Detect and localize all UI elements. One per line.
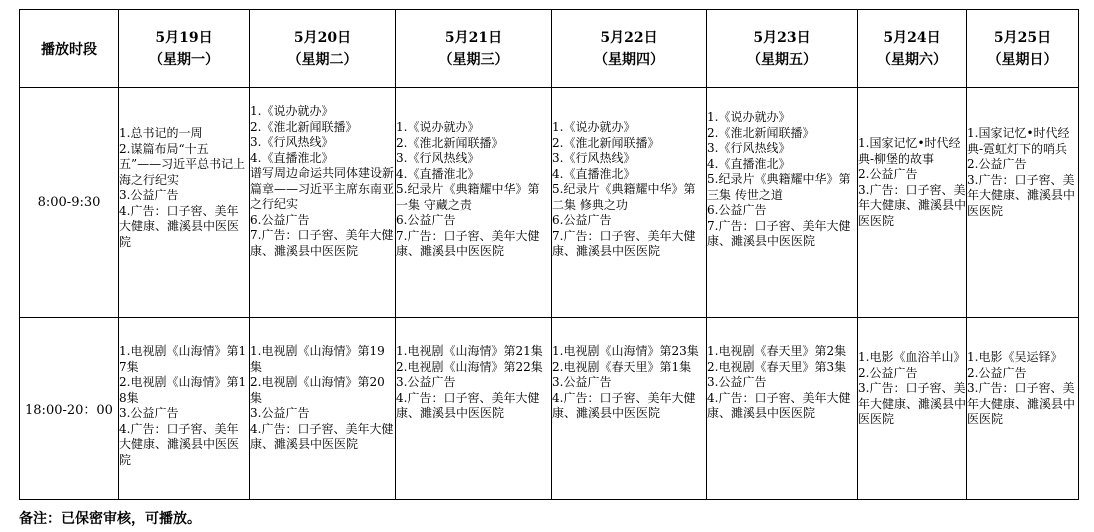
program-item: 1.国家记忆•时代经典-柳堡的故事 (858, 136, 961, 166)
program-cell (707, 88, 858, 318)
program-item: 2.公益广告 (858, 365, 918, 380)
program-item: 3.公益广告 (119, 188, 179, 202)
program-item: 1.《说办就办》 (396, 120, 480, 134)
program-item: 2.《淮北新闻联播》 (552, 135, 660, 150)
program-item: 3.公益广告 (396, 375, 456, 389)
evening-row (20, 318, 1079, 500)
program-item: 1.电视剧《山海情》第23集 (552, 344, 699, 358)
program-item: 1.电影《血浴羊山》 (858, 350, 966, 364)
program-cell (119, 88, 250, 318)
day-header-2: 5月21日 （星期三） (396, 10, 552, 88)
program-cell (250, 88, 396, 318)
program-item: 3.广告：口子窖、美年大健康、濉溪县中医医院 (967, 381, 1076, 426)
program-cell (552, 318, 707, 500)
program-item: 1.电视剧《山海情》第19集 (250, 344, 385, 374)
program-cell (967, 318, 1079, 500)
program-item: 4.广告：口子窖、美年大健康、濉溪县中医医院 (250, 421, 394, 451)
program-item: 4.《直播淮北》 (552, 166, 636, 181)
program-item: 5.纪录片《典籍耀中华》第三集 传世之道 (707, 172, 851, 202)
program-item: 2.电视剧《山海情》第18集 (119, 375, 247, 405)
program-item: 4.广告：口子窖、美年大健康、濉溪县中医医院 (552, 390, 696, 420)
program-item: 2.谋篇布局“十五五”——习近平总书记上海之行纪实 (119, 141, 246, 187)
program-item: 3.《行风热线》 (396, 151, 480, 165)
program-item: 4.广告：口子窖、美年大健康、濉溪县中医医院 (119, 203, 240, 249)
program-item: 6.公益广告 (396, 213, 456, 227)
program-item: 4.广告：口子窖、美年大健康、濉溪县中医医院 (707, 390, 851, 420)
program-item: 3.广告：口子窖、美年大健康、濉溪县中医医院 (858, 381, 967, 426)
day-header-4: 5月23日 （星期五） (707, 10, 858, 88)
program-item: 6.公益广告 (250, 212, 310, 227)
program-item: 3.《行风热线》 (250, 135, 334, 149)
program-item: 2.电视剧《山海情》第20集 (250, 375, 385, 405)
program-item: 5.纪录片《典籍耀中华》第二集 修典之功 (552, 182, 696, 212)
program-item: 2.《淮北新闻联播》 (707, 125, 815, 140)
program-item: 2.《淮北新闻联播》 (250, 119, 358, 134)
program-item: 6.公益广告 (552, 213, 612, 227)
program-item: 4.广告：口子窖、美年大健康、濉溪县中医医院 (396, 390, 540, 420)
program-item: 1.《说办就办》 (707, 110, 791, 124)
day-header-5: 5月24日 （星期六） (858, 10, 967, 88)
program-item: 2.公益广告 (858, 167, 918, 181)
header-row (20, 10, 1079, 88)
program-item: 2.公益广告 (967, 365, 1027, 380)
broadcast-schedule-table (19, 9, 1079, 500)
time-slot: 18:00-20：00 (20, 318, 119, 500)
program-item: 7.广告：口子窖、美年大健康、濉溪县中医医院 (707, 218, 851, 248)
program-cell (967, 88, 1079, 318)
program-item: 1.电视剧《山海情》第17集 (119, 344, 247, 374)
program-item: 2.《淮北新闻联播》 (396, 135, 504, 150)
program-item: 4.《直播淮北》 (707, 156, 791, 171)
program-item: 2.电视剧《春天里》第3集 (707, 359, 847, 374)
program-item: 4.广告：口子窖、美年大健康、濉溪县中医医院 (119, 421, 240, 467)
program-item: 7.广告：口子窖、美年大健康、濉溪县中医医院 (396, 228, 540, 258)
program-cell (250, 318, 396, 500)
program-cell (858, 318, 967, 500)
day-header-0: 5月19日 （星期一） (119, 10, 250, 88)
day-header-6: 5月25日 （星期日） (967, 10, 1079, 88)
program-item: 3.《行风热线》 (552, 151, 636, 165)
program-item: 3.公益广告 (119, 406, 179, 420)
program-item: 4.《直播淮北》 (250, 150, 334, 165)
program-item: 1.电影《吴运铎》 (967, 350, 1063, 364)
program-item: 2.电视剧《山海情》第22集 (396, 359, 543, 374)
program-item: 2.公益广告 (967, 157, 1027, 171)
program-cell (552, 88, 707, 318)
slot-header: 播放时段 (20, 10, 119, 88)
program-item: 谱写周边命运共同体建设新篇章——习近平主席东南亚之行纪实 (250, 166, 395, 211)
program-item: 6.公益广告 (707, 203, 767, 217)
program-item: 4.《直播淮北》 (396, 166, 480, 181)
day-header-1: 5月20日 （星期二） (250, 10, 396, 88)
program-item: 3.广告：口子窖、美年大健康、濉溪县中医医院 (967, 172, 1076, 218)
program-item: 5.纪录片《典籍耀中华》第一集 守藏之责 (396, 182, 540, 212)
program-cell (119, 318, 250, 500)
program-item: 3.广告：口子窖、美年大健康、濉溪县中医医院 (858, 182, 967, 228)
program-item: 1.国家记忆•时代经典-霓虹灯下的哨兵 (967, 126, 1070, 156)
day-header-3: 5月22日 （星期四） (552, 10, 707, 88)
footnote: 备注：已保密审核，可播放。 (19, 511, 201, 527)
program-item: 1.电视剧《春天里》第2集 (707, 344, 847, 358)
program-cell (707, 318, 858, 500)
program-item: 3.公益广告 (552, 375, 612, 389)
program-item: 1.电视剧《山海情》第21集 (396, 344, 543, 358)
program-item: 7.广告：口子窖、美年大健康、濉溪县中医医院 (250, 228, 394, 258)
program-item: 2.电视剧《春天里》第1集 (552, 359, 692, 374)
time-slot: 8:00-9:30 (20, 88, 119, 318)
program-cell (396, 88, 552, 318)
program-item: 1.总书记的一周 (119, 126, 203, 140)
morning-row (20, 88, 1079, 318)
program-item: 1.《说办就办》 (552, 120, 636, 134)
program-item: 7.广告：口子窖、美年大健康、濉溪县中医医院 (552, 228, 696, 258)
program-item: 3.公益广告 (250, 406, 310, 420)
program-item: 3.《行风热线》 (707, 141, 791, 155)
program-item: 3.公益广告 (707, 375, 767, 389)
program-item: 1.《说办就办》 (250, 104, 334, 118)
program-cell (858, 88, 967, 318)
program-cell (396, 318, 552, 500)
